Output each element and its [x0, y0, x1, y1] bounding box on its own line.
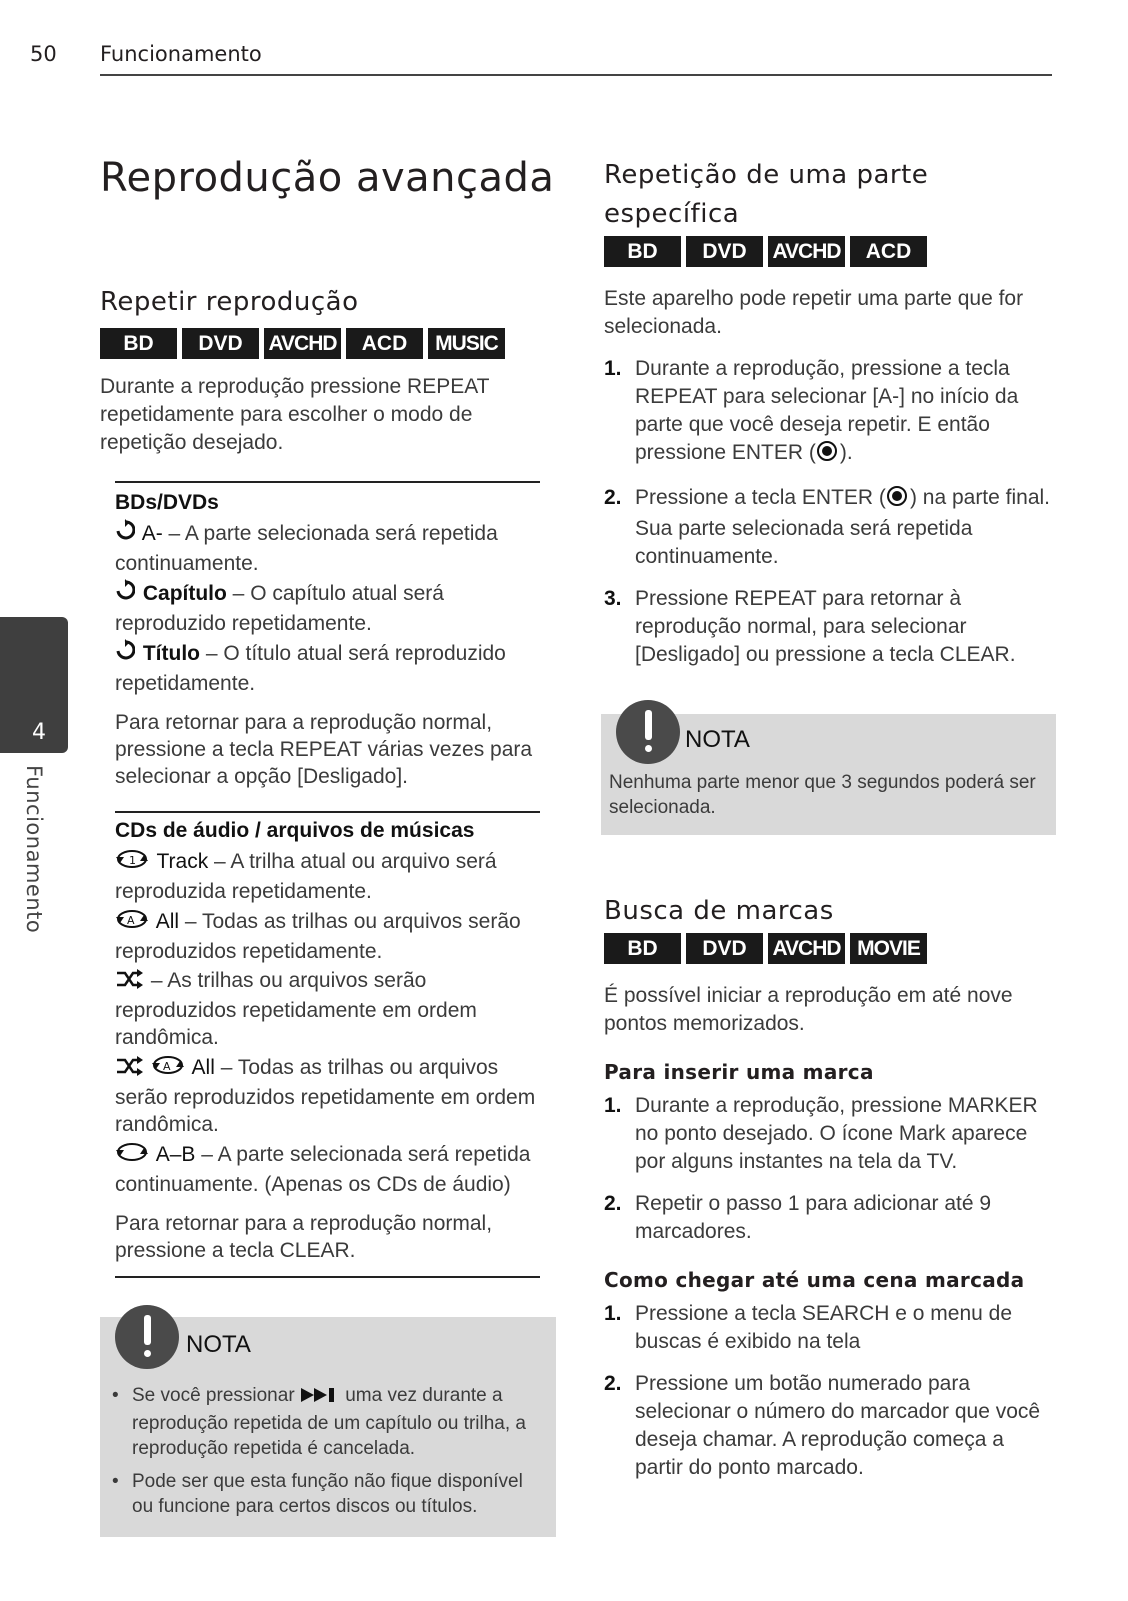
badge-bd: BD: [100, 328, 177, 359]
repeat-arrow-icon: [115, 639, 135, 670]
bd-return-text: Para retornar para a reprodução normal, pressione a tecla REPEAT várias vezes para selecionar a opção [Desligado].: [115, 710, 533, 788]
svg-text:A: A: [127, 913, 135, 927]
step-item: 2. Pressione a tecla ENTER ( ) na parte final. Sua parte selecionada será repetida continuamente.: [604, 486, 1051, 568]
disc-badges-ab: [604, 236, 1054, 267]
page-number: 50: [30, 42, 57, 66]
repeat-mode-title: Título – O título atual será reproduzido repetidamente.: [115, 639, 540, 697]
header-rule: [100, 74, 1052, 76]
marker-intro: É possível iniciar a reprodução em até nove pontos memorizados.: [604, 984, 1013, 1035]
badge-avchd: AVCHD: [768, 933, 845, 964]
badge-acd: ACD: [346, 328, 423, 359]
note-title: NOTA: [186, 1331, 251, 1358]
repeat-section: [100, 283, 540, 457]
header-title: Funcionamento: [100, 42, 262, 66]
ab-steps: [604, 355, 1054, 669]
ab-section: [604, 156, 1054, 683]
disc-badges-marker: [604, 933, 1054, 964]
ab-intro: Este aparelho pode repetir uma parte que for selecionada.: [604, 287, 1024, 338]
section-title-marker: Busca de marcas: [604, 896, 834, 926]
repeat-mode-all: A All – Todas as trilhas ou arquivos serão reproduzidos repetidamente.: [115, 907, 540, 965]
section-title-repeat: Repetir reprodução: [100, 287, 359, 317]
repeat-ab-icon: [115, 1140, 149, 1171]
cd-heading: CDs de áudio / arquivos de músicas: [115, 818, 475, 842]
badge-movie: MOVIE: [850, 933, 927, 964]
badge-bd: BD: [604, 236, 681, 267]
note-text: Nenhuma parte menor que 3 segundos poderá ser selecionada.: [609, 772, 1036, 818]
cd-box: [115, 811, 540, 1266]
badge-music: MUSIC: [428, 328, 505, 359]
disc-badges-repeat: [100, 328, 540, 359]
section-title-ab: Repetição de uma parte específica: [604, 160, 929, 229]
repeat-arrow-icon: [115, 579, 135, 610]
badge-avchd: AVCHD: [264, 328, 341, 359]
repeat-all-icon: [115, 907, 149, 938]
note-title: NOTA: [685, 726, 750, 753]
note-bullets: [112, 1383, 544, 1519]
enter-icon: [886, 485, 908, 515]
badge-dvd: DVD: [686, 236, 763, 267]
badge-acd: ACD: [850, 236, 927, 267]
repeat-all-icon: [151, 1053, 185, 1084]
svg-text:A: A: [162, 1059, 171, 1073]
goto-steps: [604, 1300, 1054, 1482]
svg-text:1: 1: [129, 853, 136, 867]
chapter-label: Funcionamento: [22, 765, 46, 934]
badge-avchd: AVCHD: [768, 236, 845, 267]
badge-bd: BD: [604, 933, 681, 964]
divider: [115, 481, 540, 483]
note-box-ab: [601, 714, 1056, 835]
divider: [115, 1276, 540, 1278]
bd-dvd-heading: BDs/DVDs: [115, 490, 219, 514]
badge-dvd: DVD: [686, 933, 763, 964]
chapter-number: 4: [32, 720, 46, 745]
insert-marker-heading: Para inserir uma marca: [604, 1060, 874, 1084]
marker-section: [604, 892, 1054, 1496]
divider: [115, 811, 540, 813]
repeat-one-icon: [115, 847, 149, 878]
step-item: 3. Pressione REPEAT para retornar à reprodução normal, para selecionar [Desligado] ou pressione a tecla CLEAR.: [604, 587, 1016, 666]
skip-next-icon: [300, 1386, 338, 1411]
goto-marker-heading: Como chegar até uma cena marcada: [604, 1268, 1025, 1292]
note-box-repeat: [100, 1317, 556, 1537]
repeat-mode-track: 1 Track – A trilha atual ou arquivo será reproduzida repetidamente.: [115, 847, 540, 905]
step-item: 1. Pressione a tecla SEARCH e o menu de buscas é exibido na tela: [604, 1302, 1013, 1353]
repeat-intro: Durante a reprodução pressione REPEAT repetidamente para escolher o modo de repetição desejado.: [100, 375, 490, 454]
page-title: Reprodução avançada: [100, 155, 555, 201]
repeat-mode-shuffle: – As trilhas ou arquivos serão reproduzidos repetidamente em ordem randômica.: [115, 968, 477, 1049]
note-bullet: • Pode ser que esta função não fique disponível ou funcione para certos discos ou títulos.: [112, 1471, 523, 1517]
note-bullet: • Se você pressionar uma vez durante a reprodução repetida de um capítulo ou trilha, a reprodução repetida é cancelada.: [112, 1385, 526, 1459]
step-item: 1. Durante a reprodução, pressione MARKER no ponto desejado. O ícone Mark aparece por alguns instantes na tela da TV.: [604, 1094, 1038, 1173]
insert-steps: [604, 1092, 1054, 1246]
step-item: 1. Durante a reprodução, pressione a tecla REPEAT para selecionar [A-] no início da parte que você deseja repetir. E então pressione ENTER ( ).: [604, 355, 1054, 470]
bd-dvd-box: [115, 481, 540, 792]
shuffle-icon: [115, 968, 143, 997]
repeat-mode-ab: A–B – A parte selecionada será repetida continuamente. (Apenas os CDs de áudio): [115, 1140, 540, 1198]
repeat-mode-a: A- – A parte selecionada será repetida continuamente.: [115, 519, 540, 577]
warning-icon: [115, 1305, 179, 1369]
step-item: 2. Pressione um botão numerado para selecionar o número do marcador que você deseja chamar. A reprodução começa a partir do ponto marcado.: [604, 1372, 1041, 1479]
enter-icon: [816, 440, 838, 470]
badge-dvd: DVD: [182, 328, 259, 359]
repeat-mode-shuffle-all: A All – Todas as trilhas ou arquivos serão reproduzidos repetidamente em ordem randômica.: [115, 1053, 540, 1138]
repeat-mode-chapter: Capítulo – O capítulo atual será reproduzido repetidamente.: [115, 579, 540, 637]
repeat-arrow-icon: [115, 519, 135, 550]
warning-icon: [616, 700, 680, 764]
page-header: [28, 42, 1052, 78]
cd-return-text: Para retornar para a reprodução normal, pressione a tecla CLEAR.: [115, 1211, 493, 1262]
step-item: 2. Repetir o passo 1 para adicionar até 9 marcadores.: [604, 1192, 992, 1243]
shuffle-icon: [115, 1055, 143, 1084]
